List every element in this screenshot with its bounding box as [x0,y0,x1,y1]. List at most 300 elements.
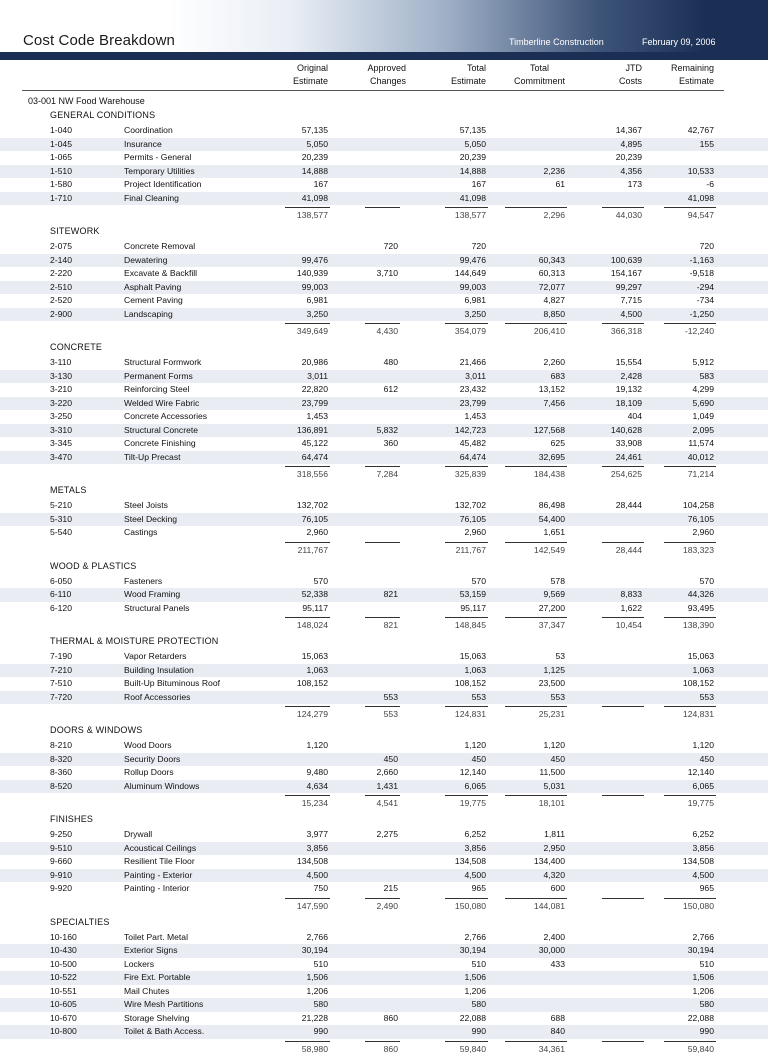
table-row [0,1012,768,1026]
original-estimate-subtotal: 148,024 [297,620,328,630]
remaining-estimate-cell: 11,574 [688,438,714,448]
jtd-costs-cell: 14,367 [616,125,642,135]
total-commitment-cell: 32,695 [539,452,565,462]
original-estimate-cell: 108,152 [297,678,328,688]
table-row [0,985,768,999]
cost-code: 3-345 [50,438,72,448]
cost-description: Security Doors [124,754,180,764]
cost-code: 8-520 [50,781,72,791]
total-commitment-cell: 4,827 [543,295,565,305]
total-commitment-cell: 1,651 [543,527,565,537]
total-commitment-subtotal: 34,361 [539,1044,565,1054]
cost-code: 9-250 [50,829,72,839]
table-row [0,1025,768,1039]
approved-changes-subtotal: 860 [384,1044,398,1054]
table-row [0,855,768,869]
cost-description: Painting - Interior [124,883,189,893]
total-estimate-cell: 1,453 [464,411,486,421]
header-rule [22,90,724,91]
banner-bar [0,52,768,60]
table-row [0,602,768,616]
table-row [0,370,768,384]
total-estimate-cell: 990 [472,1026,486,1036]
original-estimate-cell: 57,135 [302,125,328,135]
approved-changes-cell: 553 [384,692,398,702]
total-estimate-cell: 21,466 [460,357,486,367]
cost-description: Building Insulation [124,665,194,675]
approved-changes-cell: 612 [384,384,398,394]
total-estimate-cell: 12,140 [460,767,486,777]
remaining-estimate-cell: 553 [700,692,714,702]
total-commitment-cell: 2,260 [543,357,565,367]
remaining-estimate-cell: 12,140 [688,767,714,777]
approved-changes-subtotal: 4,430 [376,326,398,336]
original-estimate-cell: 2,766 [306,932,328,942]
remaining-estimate-cell: 1,049 [692,411,714,421]
cost-description: Steel Decking [124,514,177,524]
total-estimate-cell: 2,960 [464,527,486,537]
original-estimate-cell: 14,888 [302,166,328,176]
total-commitment-cell: 1,120 [543,740,565,750]
remaining-estimate-cell: 15,063 [688,651,714,661]
remaining-estimate-cell: 30,194 [688,945,714,955]
cost-code: 9-920 [50,883,72,893]
table-row [0,664,768,678]
cost-description: Insurance [124,139,162,149]
remaining-estimate-cell: -6 [706,179,714,189]
section-heading: DOORS & WINDOWS [50,725,143,735]
cost-description: Built-Up Bituminous Roof [124,678,220,688]
total-commitment-cell: 578 [551,576,565,586]
cost-description: Final Cleaning [124,193,179,203]
jtd-costs-cell: 4,895 [620,139,642,149]
col-remaining-line1: Remaining [671,62,714,75]
total-estimate-cell: 6,252 [464,829,486,839]
original-estimate-cell: 22,820 [302,384,328,394]
report-title: Cost Code Breakdown [23,32,175,49]
jtd-costs-subtotal: 28,444 [616,545,642,555]
remaining-estimate-cell: 40,012 [688,452,714,462]
original-estimate-subtotal: 15,234 [302,798,328,808]
total-commitment-cell: 30,000 [539,945,565,955]
cost-code: 3-210 [50,384,72,394]
total-estimate-cell: 99,003 [460,282,486,292]
total-commitment-cell: 60,343 [539,255,565,265]
report-date: February 09, 2006 [642,37,716,47]
cost-code: 1-065 [50,152,72,162]
table-row [0,451,768,465]
original-estimate-cell: 1,506 [306,972,328,982]
remaining-estimate-cell: 44,326 [688,589,714,599]
cost-code: 5-210 [50,500,72,510]
col-original-line2: Estimate [293,75,328,88]
remaining-estimate-subtotal: 19,775 [688,798,714,808]
remaining-estimate-cell: 583 [700,371,714,381]
cost-code: 7-720 [50,692,72,702]
cost-code: 6-120 [50,603,72,613]
table-row [0,499,768,513]
total-commitment-cell: 134,400 [534,856,565,866]
approved-changes-cell: 2,660 [376,767,398,777]
section-heading: METALS [50,485,87,495]
original-estimate-cell: 30,194 [302,945,328,955]
jtd-costs-cell: 28,444 [616,500,642,510]
table-row [0,575,768,589]
table-row [0,958,768,972]
table-row [0,437,768,451]
total-commitment-cell: 2,236 [543,166,565,176]
remaining-estimate-cell: 450 [700,754,714,764]
jtd-costs-subtotal: 44,030 [616,210,642,220]
original-estimate-cell: 580 [314,999,328,1009]
total-estimate-cell: 132,702 [455,500,486,510]
total-estimate-subtotal: 124,831 [455,709,486,719]
table-row [0,356,768,370]
remaining-estimate-subtotal: 59,840 [688,1044,714,1054]
original-estimate-cell: 95,117 [302,603,328,613]
total-commitment-subtotal: 25,231 [539,709,565,719]
cost-description: Wood Doors [124,740,172,750]
cost-code: 2-075 [50,241,72,251]
total-estimate-cell: 53,159 [460,589,486,599]
cost-description: Resilient Tile Floor [124,856,195,866]
original-estimate-subtotal: 211,767 [298,545,328,555]
section-heading: SPECIALTIES [50,917,110,927]
total-estimate-subtotal: 354,079 [455,326,486,336]
cost-description: Toilet Part. Metal [124,932,188,942]
remaining-estimate-subtotal: 150,080 [683,901,714,911]
table-row [0,650,768,664]
company-name: Timberline Construction [509,37,604,47]
cost-description: Concrete Finishing [124,438,196,448]
original-estimate-cell: 3,250 [306,309,328,319]
col-approved-line1: Approved [367,62,406,75]
total-commitment-cell: 53 [555,651,565,661]
table-row [0,294,768,308]
cost-code: 2-520 [50,295,72,305]
table-row [0,998,768,1012]
table-row [0,513,768,527]
cost-description: Structural Panels [124,603,189,613]
col-original-line1: Original [293,62,328,75]
cost-description: Castings [124,527,157,537]
remaining-estimate-cell: -9,518 [690,268,714,278]
total-commitment-cell: 5,031 [543,781,565,791]
original-estimate-cell: 21,228 [302,1013,328,1023]
table-row [0,882,768,896]
cost-code: 2-140 [50,255,72,265]
total-commitment-cell: 688 [551,1013,565,1023]
table-row [0,192,768,206]
original-estimate-cell: 6,981 [306,295,328,305]
cost-description: Asphalt Paving [124,282,181,292]
jtd-costs-cell: 173 [628,179,642,189]
subtotal-row [0,617,768,631]
original-estimate-subtotal: 147,590 [297,901,328,911]
table-row [0,691,768,705]
total-estimate-subtotal: 150,080 [455,901,486,911]
table-row [0,151,768,165]
total-estimate-cell: 6,065 [464,781,486,791]
remaining-estimate-cell: 1,120 [692,740,714,750]
cost-code: 10-160 [50,932,77,942]
total-commitment-cell: 2,950 [543,843,565,853]
cost-description: Permits - General [124,152,191,162]
total-commitment-cell: 86,498 [539,500,565,510]
remaining-estimate-cell: 2,095 [692,425,714,435]
subtotal-row [0,898,768,912]
jtd-costs-cell: 99,297 [616,282,642,292]
table-row [0,138,768,152]
original-estimate-cell: 132,702 [297,500,328,510]
remaining-estimate-subtotal: -12,240 [685,326,714,336]
cost-code: 3-470 [50,452,72,462]
total-estimate-subtotal: 19,775 [460,798,486,808]
total-commitment-cell: 553 [551,692,565,702]
table-row [0,308,768,322]
total-estimate-subtotal: 148,845 [455,620,486,630]
cost-description: Roof Accessories [124,692,190,702]
approved-changes-cell: 720 [384,241,398,251]
total-commitment-cell: 7,456 [543,398,565,408]
remaining-estimate-cell: 42,767 [688,125,714,135]
approved-changes-cell: 450 [384,754,398,764]
total-commitment-cell: 840 [551,1026,565,1036]
approved-changes-cell: 1,431 [376,781,398,791]
total-commitment-cell: 625 [551,438,565,448]
total-estimate-cell: 144,649 [455,268,486,278]
table-row [0,944,768,958]
cost-code: 10-670 [50,1013,77,1023]
total-commitment-subtotal: 37,347 [539,620,565,630]
cost-code: 9-510 [50,843,72,853]
remaining-estimate-cell: -1,163 [690,255,714,265]
cost-description: Wire Mesh Partitions [124,999,203,1009]
remaining-estimate-cell: 22,088 [688,1013,714,1023]
total-estimate-cell: 3,011 [465,371,486,381]
cost-description: Fire Ext. Portable [124,972,190,982]
total-commitment-cell: 9,569 [543,589,565,599]
jtd-costs-cell: 8,833 [620,589,642,599]
original-estimate-cell: 1,206 [306,986,328,996]
remaining-estimate-cell: 1,063 [692,665,714,675]
remaining-estimate-cell: 6,065 [692,781,714,791]
approved-changes-subtotal: 7,284 [376,469,398,479]
cost-description: Coordination [124,125,173,135]
cost-description: Rollup Doors [124,767,174,777]
cost-description: Painting - Exterior [124,870,192,880]
cost-description: Steel Joists [124,500,168,510]
remaining-estimate-cell: 990 [700,1026,714,1036]
remaining-estimate-cell: 3,856 [692,843,714,853]
total-estimate-cell: 167 [472,179,486,189]
remaining-estimate-cell: 5,690 [692,398,714,408]
total-estimate-cell: 76,105 [460,514,486,524]
cost-code: 1-045 [50,139,72,149]
original-estimate-cell: 1,063 [306,665,328,675]
original-estimate-cell: 1,120 [306,740,328,750]
remaining-estimate-cell: -734 [697,295,714,305]
remaining-estimate-subtotal: 124,831 [683,709,714,719]
col-jtd [619,62,642,88]
cost-description: Wood Framing [124,589,180,599]
original-estimate-cell: 52,338 [302,589,328,599]
jtd-costs-cell: 7,715 [620,295,642,305]
original-estimate-cell: 99,003 [302,282,328,292]
col-total-commitment-line1: Total [514,62,565,75]
table-row [0,383,768,397]
remaining-estimate-cell: 580 [700,999,714,1009]
subtotal-row [0,706,768,720]
original-estimate-cell: 3,011 [307,371,328,381]
cost-code: 10-522 [50,972,77,982]
cost-code: 2-900 [50,309,72,319]
jtd-costs-subtotal: 10,454 [616,620,642,630]
cost-description: Landscaping [124,309,173,319]
original-estimate-cell: 750 [314,883,328,893]
total-estimate-cell: 1,063 [464,665,486,675]
total-estimate-cell: 45,482 [460,438,486,448]
subtotal-row [0,795,768,809]
remaining-estimate-cell: 1,206 [692,986,714,996]
col-total-estimate-line2: Estimate [451,75,486,88]
original-estimate-cell: 99,476 [302,255,328,265]
total-estimate-cell: 95,117 [460,603,486,613]
total-commitment-subtotal: 2,296 [543,210,565,220]
remaining-estimate-cell: 720 [700,241,714,251]
cost-description: Reinforcing Steel [124,384,189,394]
project-label: 03-001 NW Food Warehouse [28,96,145,106]
table-row [0,267,768,281]
cost-code: 3-130 [50,371,72,381]
cost-code: 9-910 [50,870,72,880]
original-estimate-cell: 15,063 [302,651,328,661]
cost-code: 1-710 [50,193,72,203]
original-estimate-cell: 3,977 [306,829,328,839]
cost-code: 10-551 [50,986,77,996]
original-estimate-cell: 64,474 [302,452,328,462]
total-commitment-cell: 8,850 [543,309,565,319]
original-estimate-cell: 510 [314,959,328,969]
remaining-estimate-cell: 570 [700,576,714,586]
original-estimate-subtotal: 124,279 [297,709,328,719]
cost-code: 9-660 [50,856,72,866]
cost-description: Lockers [124,959,154,969]
total-estimate-cell: 22,088 [460,1013,486,1023]
approved-changes-subtotal: 553 [384,709,398,719]
jtd-costs-cell: 19,132 [616,384,642,394]
remaining-estimate-subtotal: 138,390 [683,620,714,630]
original-estimate-cell: 990 [314,1026,328,1036]
total-estimate-cell: 720 [472,241,486,251]
remaining-estimate-cell: 155 [700,139,714,149]
total-commitment-cell: 4,320 [543,870,565,880]
approved-changes-cell: 480 [384,357,398,367]
total-estimate-cell: 20,239 [460,152,486,162]
table-row [0,254,768,268]
table-row [0,588,768,602]
section-heading: SITEWORK [50,226,100,236]
total-commitment-cell: 61 [555,179,565,189]
section-heading: WOOD & PLASTICS [50,561,137,571]
cost-description: Fasteners [124,576,162,586]
total-estimate-cell: 553 [472,692,486,702]
cost-description: Project Identification [124,179,201,189]
total-commitment-cell: 1,811 [544,829,565,839]
col-total-commitment [514,62,565,88]
col-total-estimate [451,62,486,88]
cost-code: 10-430 [50,945,77,955]
table-row [0,766,768,780]
remaining-estimate-cell: 108,152 [683,678,714,688]
subtotal-row [0,1041,768,1054]
total-estimate-cell: 23,799 [460,398,486,408]
cost-description: Storage Shelving [124,1013,189,1023]
total-estimate-subtotal: 325,839 [455,469,486,479]
total-commitment-cell: 11,500 [539,767,565,777]
total-commitment-subtotal: 184,438 [534,469,565,479]
total-estimate-cell: 1,206 [464,986,486,996]
section-heading: GENERAL CONDITIONS [50,110,155,120]
cost-description: Concrete Accessories [124,411,207,421]
jtd-costs-cell: 33,908 [616,438,642,448]
total-commitment-subtotal: 206,410 [534,326,565,336]
remaining-estimate-cell: 134,508 [683,856,714,866]
original-estimate-cell: 5,050 [306,139,328,149]
total-commitment-cell: 27,200 [539,603,565,613]
cost-code: 6-050 [50,576,72,586]
col-total-commitment-line2: Commitment [514,75,565,88]
cost-code: 3-250 [50,411,72,421]
col-original [293,62,328,88]
cost-code: 8-320 [50,754,72,764]
total-commitment-subtotal: 18,101 [539,798,565,808]
table-row [0,124,768,138]
subtotal-row [0,542,768,556]
total-commitment-cell: 1,125 [543,665,565,675]
original-estimate-cell: 45,122 [302,438,328,448]
total-commitment-cell: 72,077 [539,282,565,292]
remaining-estimate-cell: 93,495 [688,603,714,613]
approved-changes-cell: 215 [384,883,398,893]
jtd-costs-subtotal: 366,318 [611,326,642,336]
table-row [0,971,768,985]
total-estimate-cell: 510 [472,959,486,969]
total-commitment-cell: 683 [551,371,565,381]
original-estimate-cell: 3,856 [306,843,328,853]
cost-code: 2-510 [50,282,72,292]
total-estimate-cell: 3,250 [464,309,486,319]
remaining-estimate-cell: 4,299 [692,384,714,394]
total-estimate-cell: 99,476 [460,255,486,265]
original-estimate-cell: 167 [314,179,328,189]
original-estimate-cell: 140,939 [297,268,328,278]
table-row [0,410,768,424]
approved-changes-cell: 821 [384,589,398,599]
total-estimate-cell: 14,888 [460,166,486,176]
cost-description: Structural Concrete [124,425,198,435]
total-commitment-cell: 13,152 [539,384,565,394]
cost-description: Toilet & Bath Access. [124,1026,204,1036]
remaining-estimate-cell: 104,258 [683,500,714,510]
cost-code: 1-580 [50,179,72,189]
original-estimate-cell: 20,239 [302,152,328,162]
table-row [0,739,768,753]
table-row [0,397,768,411]
section-heading: CONCRETE [50,342,102,352]
total-estimate-cell: 1,120 [464,740,486,750]
cost-description: Permanent Forms [124,371,193,381]
